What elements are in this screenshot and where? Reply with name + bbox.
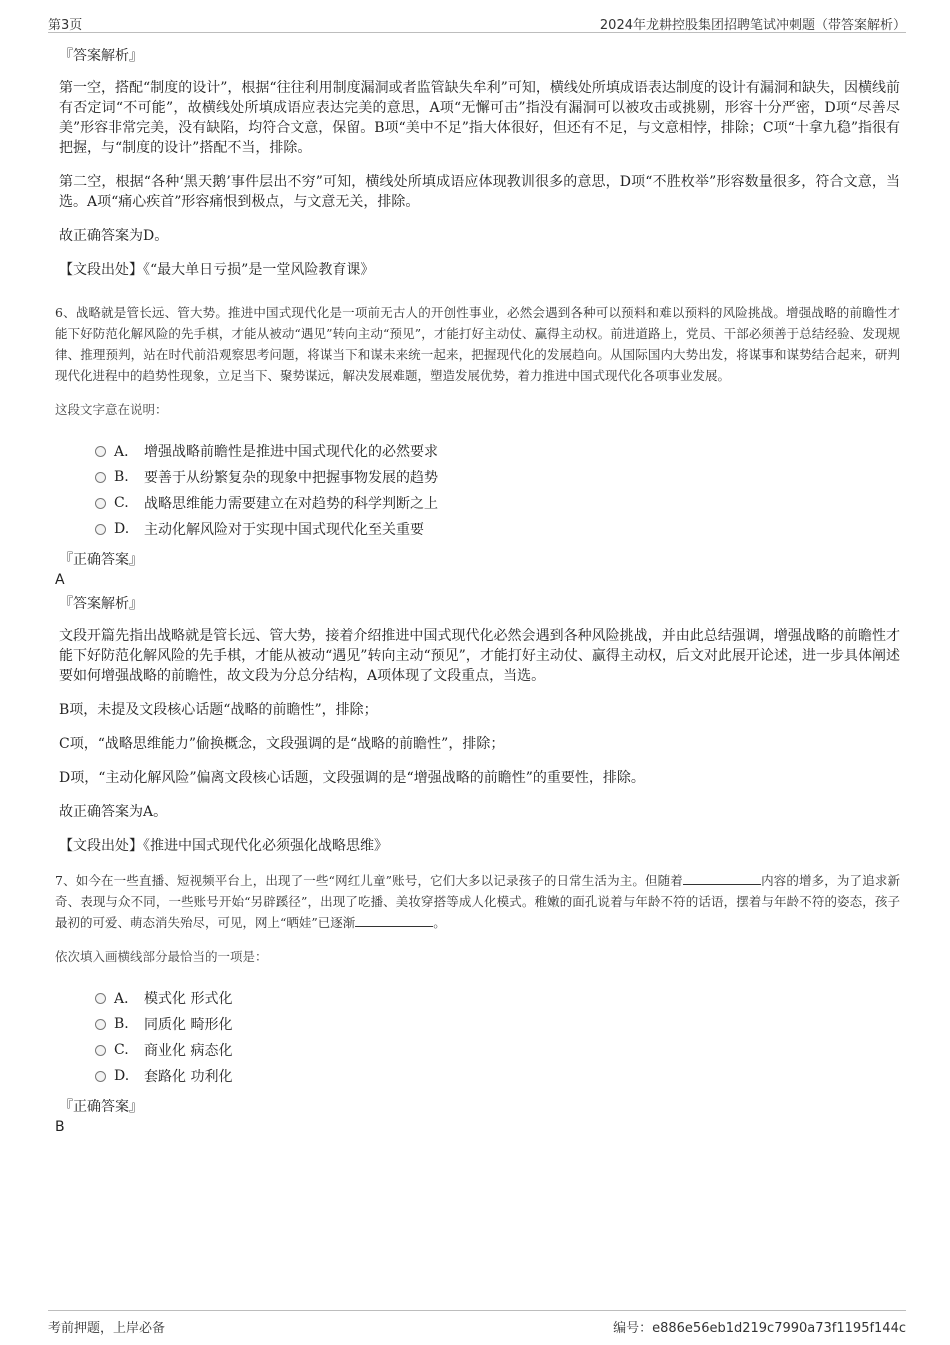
option-text: 主动化解风险对于实现中国式现代化至关重要 [144,522,424,538]
option-letter: C. [114,495,129,511]
option-b[interactable] [95,1011,900,1037]
document-title: 2024年龙耕控股集团招聘笔试冲刺题（带答案解析） [599,18,906,33]
option-letter: D. [114,1068,130,1084]
radio-icon[interactable] [95,446,106,457]
option-text: 要善于从纷繁复杂的现象中把握事物发展的趋势 [144,470,438,486]
option-d[interactable] [95,1063,900,1089]
option-c[interactable] [95,1037,900,1063]
correct-answer-label: 『正确答案』 [59,552,143,568]
fill-blank [683,872,761,885]
question-7-part: 7、如今在一些直播、短视频平台上，出现了一些“网红儿童”账号，它们大多以记录孩子的日常生活为主。但随着 [55,873,683,888]
option-text: 套路化 功利化 [144,1069,233,1085]
question-7-prompt: 依次填入画横线部分最恰当的一项是： [55,949,268,964]
correct-answer-value: B [55,1119,65,1135]
page-number: 第3页 [48,18,83,33]
question-6-options [95,438,900,542]
page-content [55,46,900,1137]
question-7-options [95,985,900,1089]
option-letter: B. [114,1016,129,1032]
radio-icon[interactable] [95,1045,106,1056]
option-text: 商业化 病态化 [144,1043,233,1059]
radio-icon[interactable] [95,1019,106,1030]
question-7-text [55,870,900,933]
option-a[interactable] [95,438,900,464]
footer-slogan: 考前押题，上岸必备 [48,1321,166,1336]
option-letter: A． [114,444,139,460]
question-6-text: 6、战略就是管长远、管大势。推进中国式现代化是一项前无古人的开创性事业，必然会遇到各种可以预料和难以预料的风险挑战。增强战略的前瞻性才能下好防范化解风险的先手棋，才能从被动“遇见”转向主动“预见”，才能打好主动仗、赢得主动权。前进道路上，党员、干部必须善于总结经验、发现规律、推理预判，站在时代前沿观察思考问题，将谋当下和谋未来统一起来，把握现代化的发展趋向。从国际国内大势出发，将谋事和谋势结合起来，研判现代化进程中的趋势性现象，立足当下、聚势谋远，解决发展难题，塑造发展优势，着力推进中国式现代化各项事业发展。 [55,305,900,383]
radio-icon[interactable] [95,524,106,535]
conclusion-text: 故正确答案为D。 [59,228,169,244]
question-6-prompt: 这段文字意在说明： [55,402,168,417]
option-letter: B. [114,469,129,485]
radio-icon[interactable] [95,498,106,509]
fill-blank [355,914,433,927]
analysis-paragraph: D项，“主动化解风险”偏离文段核心话题，文段强调的是“增强战略的前瞻性”的重要性，排除。 [59,770,645,786]
analysis-paragraph: C项，“战略思维能力”偷换概念，文段强调的是“战略的前瞻性”，排除； [59,736,505,752]
option-letter: A． [114,991,139,1007]
option-text: 同质化 畸形化 [144,1017,233,1033]
option-a[interactable] [95,985,900,1011]
correct-answer-value: A [55,572,65,588]
page-footer [48,1310,906,1335]
radio-icon[interactable] [95,993,106,1004]
source-citation: 【文段出处】《推进中国式现代化必须强化战略思维》 [59,838,388,854]
analysis-label: 『答案解析』 [59,48,143,64]
analysis-paragraph: 文段开篇先指出战略就是管长远、管大势，接着介绍推进中国式现代化必然会遇到各种风险挑战，并由此总结强调，增强战略的前瞻性才能下好防范化解风险的先手棋，才能从被动“遇见”转向主动“预见”，才能打好主动仗、赢得主动权，后文对此展开论述，进一步具体阐述要如何增强战略的前瞻性，故文段为分总分结构，A项体现了文段重点，当选。 [59,628,900,684]
option-text: 模式化 形式化 [144,991,233,1007]
page-header [48,10,906,33]
option-text: 增强战略前瞻性是推进中国式现代化的必然要求 [144,444,438,460]
option-c[interactable] [95,490,900,516]
question-7-part: 内容的增多，为了追求新奇、表现与众不同，一些账号开始“另辟蹊径”，出现了吃播、美妆穿搭等成人化模式。稚嫩的面孔说着与年龄不符的话语，摆着与年龄不符的姿态，孩子最初的可爱、萌态消失殆尽，可见，网上“晒娃”已逐渐 [55,873,900,930]
option-text: 战略思维能力需要建立在对趋势的科学判断之上 [144,496,438,512]
question-7-part: 。 [433,915,446,930]
option-d[interactable] [95,516,900,542]
analysis-paragraph: B项，未提及文段核心话题“战略的前瞻性”，排除； [59,702,378,718]
option-b[interactable] [95,464,900,490]
option-letter: D. [114,521,130,537]
conclusion-text: 故正确答案为A。 [59,804,168,820]
radio-icon[interactable] [95,1071,106,1082]
analysis-label: 『答案解析』 [59,596,143,612]
radio-icon[interactable] [95,472,106,483]
correct-answer-label: 『正确答案』 [59,1099,143,1115]
option-letter: C. [114,1042,129,1058]
analysis-paragraph: 第一空，搭配“制度的设计”，根据“往往利用制度漏洞或者监管缺失牟利”可知，横线处所填成语表达制度的设计有漏洞和缺失，因横线前有否定词“不可能”，故横线处所填成语应表达完美的意思，A项“无懈可击”指没有漏洞可以被攻击或挑剔，形容十分严密，D项“尽善尽美”形容非常完美，没有缺陷，均符合文意，保留。B项“美中不足”指大体很好，但还有不足，与文意相悖，排除；C项“十拿九稳”指很有把握，与“制度的设计”搭配不当，排除。 [59,80,900,156]
analysis-paragraph: 第二空，根据“各种‘黑天鹅’事件层出不穷”可知，横线处所填成语应体现教训很多的意思，D项“不胜枚举”形容数量很多，符合文意，当选。A项“痛心疾首”形容痛恨到极点，与文意无关，排除。 [59,174,900,210]
source-citation: 【文段出处】《“最大单日亏损”是一堂风险教育课》 [59,262,375,278]
document-id: 编号：e886e56eb1d219c7990a73f1195f144c [613,1321,906,1336]
